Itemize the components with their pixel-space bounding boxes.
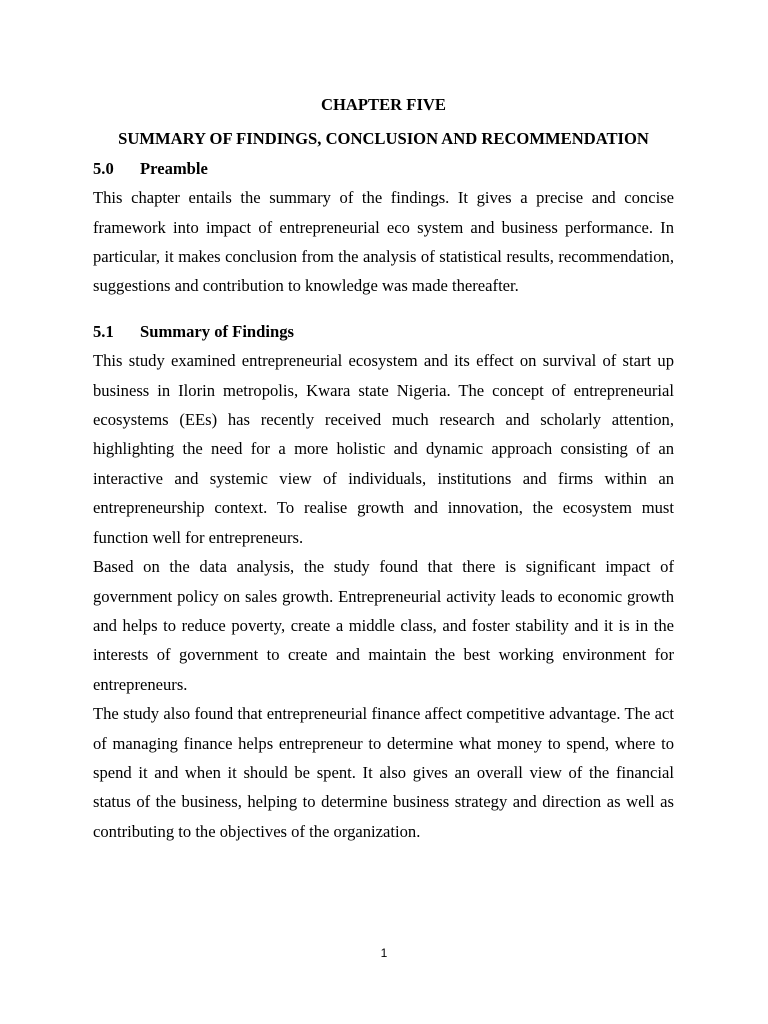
section-title: Preamble [140,158,208,178]
chapter-number-heading: CHAPTER FIVE [321,95,446,114]
page-number: 1 [380,946,388,960]
paragraph: This study examined entrepreneurial ecosystem and its effect on survival of start up business in Ilorin metropolis, Kwara state Nigeria. The concept of entrepreneurial ecosystems (EEs) has recently received much research and scholarly attention, highlighting the need for a more holistic and dynamic approach consisting of an interactive and systemic view of individuals, institutions and firms within an entrepreneurship context. To realise growth and innovation, the ecosystem must function well for entrepreneurs. [93,351,674,547]
section-heading [93,317,674,346]
paragraph: This chapter entails the summary of the findings. It gives a precise and concise framework into impact of entrepreneurial eco system and business performance. In particular, it makes conclusion from the analysis of statistical results, recommendation, suggestions and contribution to knowledge was made thereafter. [93,188,674,296]
section-number: 5.0 [93,158,114,178]
document-page [93,90,674,846]
chapter-title: SUMMARY OF FINDINGS, CONCLUSION AND RECOMMENDATION [118,129,649,149]
section-title: Summary of Findings [140,321,294,341]
section-number: 5.1 [93,321,114,341]
paragraph: The study also found that entrepreneurial finance affect competitive advantage. The act of managing finance helps entrepreneur to determine what money to spend, where to spend it and when it should be spent. It also gives an overall view of the financial status of the business, helping to determine business strategy and direction as well as contributing to the objectives of the organization. [93,704,674,841]
section-summary-of-findings [93,317,674,846]
paragraph: Based on the data analysis, the study found that there is significant impact of government policy on sales growth. Entrepreneurial activity leads to economic growth and helps to reduce poverty, create a middle class, and foster stability and it is in the interests of government to create and maintain the best working environment for entrepreneurs. [93,557,674,694]
section-preamble [93,154,674,301]
section-heading [93,154,674,183]
